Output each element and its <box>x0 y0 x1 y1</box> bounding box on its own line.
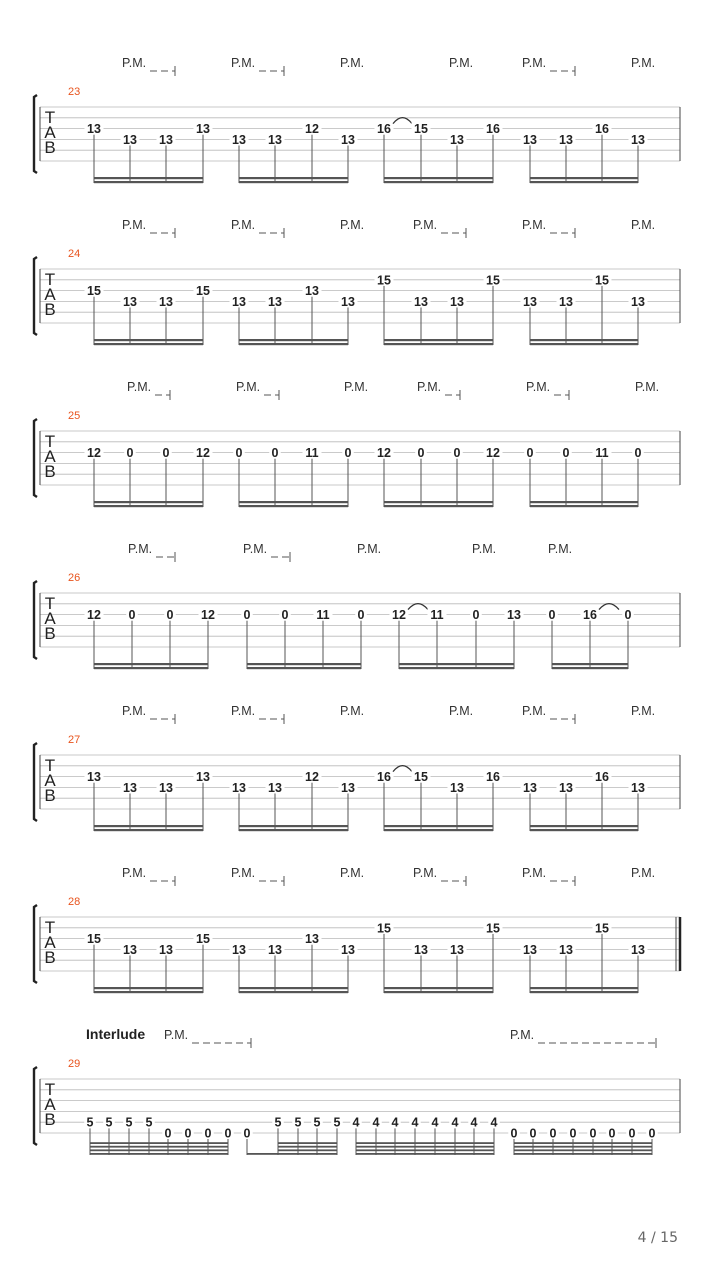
fret-number: 13 <box>196 122 210 137</box>
measure-number: 24 <box>68 248 81 260</box>
fret-number: 13 <box>232 294 246 309</box>
palm-mute-label: P.M. <box>417 380 442 394</box>
tab-clef-letter: A <box>44 933 56 952</box>
fret-number: 12 <box>486 446 500 461</box>
beam <box>356 1153 494 1155</box>
palm-mute-label: P.M. <box>413 218 438 232</box>
fret-number: 13 <box>507 608 521 623</box>
palm-mute-label: P.M. <box>631 56 656 70</box>
beam <box>356 1142 494 1144</box>
tab-clef-letter: A <box>44 1095 56 1114</box>
fret-number: 0 <box>548 608 556 623</box>
fret-number: 13 <box>631 780 645 795</box>
fret-number: 0 <box>357 608 365 623</box>
fret-number: 4 <box>391 1115 399 1130</box>
beam <box>94 829 203 831</box>
beam <box>384 829 493 831</box>
palm-mute-label: P.M. <box>522 56 547 70</box>
fret-number: 13 <box>159 132 173 147</box>
fret-number: 4 <box>451 1115 459 1130</box>
beam <box>94 343 203 345</box>
beam <box>94 991 203 993</box>
beam <box>356 1146 494 1148</box>
fret-number: 5 <box>274 1115 282 1130</box>
beam <box>530 177 638 179</box>
fret-number: 13 <box>268 294 282 309</box>
fret-number: 13 <box>631 132 645 147</box>
beam <box>384 987 493 989</box>
palm-mute-label: P.M. <box>631 218 656 232</box>
beam <box>94 505 203 507</box>
system-bracket <box>34 95 37 173</box>
slur-arc <box>393 766 412 772</box>
fret-number: 12 <box>305 122 319 137</box>
beam <box>514 1142 652 1144</box>
tab-clef-letter: T <box>44 594 56 613</box>
tab-clef-letter: B <box>44 624 56 643</box>
beam <box>247 667 361 669</box>
fret-number: 5 <box>313 1115 321 1130</box>
page-number: 4 / 15 <box>637 1230 678 1246</box>
fret-number: 13 <box>123 132 137 147</box>
beam <box>530 825 638 827</box>
fret-number: 0 <box>628 1126 636 1141</box>
fret-number: 4 <box>411 1115 419 1130</box>
fret-number: 13 <box>523 132 537 147</box>
palm-mute-label: P.M. <box>413 866 438 880</box>
beam <box>552 663 628 665</box>
palm-mute-label: P.M. <box>122 704 147 718</box>
fret-number: 0 <box>224 1126 232 1141</box>
fret-number: 0 <box>562 446 570 461</box>
beam <box>384 177 493 179</box>
beam <box>530 181 638 183</box>
fret-number: 13 <box>159 942 173 957</box>
fret-number: 0 <box>243 608 251 623</box>
beam <box>552 667 628 669</box>
palm-mute-label: P.M. <box>357 542 382 556</box>
tab-clef-letter: A <box>44 771 56 790</box>
palm-mute-label: P.M. <box>635 380 660 394</box>
beam <box>239 177 348 179</box>
fret-number: 15 <box>595 921 609 936</box>
beam <box>278 1142 337 1144</box>
fret-number: 15 <box>414 122 428 137</box>
fret-number: 0 <box>529 1126 537 1141</box>
tab-clef-letter: B <box>44 300 56 319</box>
tab-system-25 <box>34 380 680 507</box>
measure-number: 28 <box>68 896 81 908</box>
palm-mute-label: P.M. <box>340 218 365 232</box>
fret-number: 13 <box>450 132 464 147</box>
fret-number: 13 <box>268 942 282 957</box>
beam <box>94 177 203 179</box>
fret-number: 5 <box>145 1115 153 1130</box>
fret-number: 0 <box>549 1126 557 1141</box>
fret-number: 13 <box>559 780 573 795</box>
beam <box>530 987 638 989</box>
tab-system-29 <box>34 1026 680 1155</box>
fret-number: 0 <box>634 446 642 461</box>
beam <box>399 667 514 669</box>
fret-number: 13 <box>232 780 246 795</box>
tab-clef-letter: A <box>44 123 56 142</box>
fret-number: 0 <box>164 1126 172 1141</box>
fret-number: 13 <box>196 770 210 785</box>
beam <box>514 1149 652 1151</box>
slur-arc <box>393 118 412 124</box>
fret-number: 0 <box>184 1126 192 1141</box>
fret-number: 16 <box>377 122 391 137</box>
fret-number: 12 <box>87 446 101 461</box>
fret-number: 13 <box>123 294 137 309</box>
beam <box>94 339 203 341</box>
beam <box>239 987 348 989</box>
measure-number: 29 <box>68 1058 81 1070</box>
beam <box>94 181 203 183</box>
fret-number: 15 <box>377 273 391 288</box>
fret-number: 13 <box>87 770 101 785</box>
slur-arc <box>408 604 428 610</box>
tab-clef-letter: B <box>44 462 56 481</box>
palm-mute-label: P.M. <box>236 380 261 394</box>
fret-number: 12 <box>87 608 101 623</box>
fret-number: 4 <box>470 1115 478 1130</box>
fret-number: 11 <box>595 446 609 461</box>
fret-number: 12 <box>305 770 319 785</box>
beam <box>384 505 493 507</box>
beam <box>278 1149 337 1151</box>
fret-number: 0 <box>344 446 352 461</box>
palm-mute-label: P.M. <box>548 542 573 556</box>
fret-number: 13 <box>414 942 428 957</box>
fret-number: 11 <box>316 608 330 623</box>
fret-number: 5 <box>294 1115 302 1130</box>
fret-number: 12 <box>392 608 406 623</box>
fret-number: 4 <box>490 1115 498 1130</box>
fret-number: 11 <box>430 608 444 623</box>
slur-arc <box>599 604 619 610</box>
tab-clef-letter: T <box>44 108 56 127</box>
fret-number: 4 <box>431 1115 439 1130</box>
tab-system-26 <box>34 542 680 669</box>
tab-clef-letter: B <box>44 1110 56 1129</box>
palm-mute-label: P.M. <box>510 1028 535 1042</box>
beam <box>530 339 638 341</box>
fret-number: 13 <box>159 294 173 309</box>
fret-number: 13 <box>631 942 645 957</box>
fret-number: 13 <box>631 294 645 309</box>
beam <box>239 181 348 183</box>
fret-number: 0 <box>204 1126 212 1141</box>
fret-number: 15 <box>87 284 101 299</box>
fret-number: 13 <box>523 942 537 957</box>
fret-number: 15 <box>87 932 101 947</box>
beam <box>530 343 638 345</box>
beam <box>278 1146 337 1148</box>
fret-number: 13 <box>450 942 464 957</box>
fret-number: 16 <box>595 770 609 785</box>
beam <box>94 987 203 989</box>
fret-number: 12 <box>196 446 210 461</box>
fret-number: 13 <box>232 132 246 147</box>
palm-mute-label: P.M. <box>472 542 497 556</box>
beam <box>384 181 493 183</box>
measure-number: 27 <box>68 734 81 746</box>
fret-number: 13 <box>87 122 101 137</box>
palm-mute-label: P.M. <box>631 866 656 880</box>
fret-number: 0 <box>453 446 461 461</box>
beam <box>90 1146 228 1148</box>
fret-number: 0 <box>166 608 174 623</box>
palm-mute-label: P.M. <box>122 218 147 232</box>
fret-number: 13 <box>341 294 355 309</box>
fret-number: 15 <box>414 770 428 785</box>
tab-system-28 <box>34 866 680 993</box>
fret-number: 13 <box>450 780 464 795</box>
fret-number: 0 <box>162 446 170 461</box>
palm-mute-label: P.M. <box>526 380 551 394</box>
fret-number: 13 <box>123 942 137 957</box>
fret-number: 0 <box>569 1126 577 1141</box>
beam <box>530 991 638 993</box>
tab-clef-letter: B <box>44 948 56 967</box>
palm-mute-label: P.M. <box>449 56 474 70</box>
system-bracket <box>34 905 37 983</box>
beam <box>239 339 348 341</box>
palm-mute-label: P.M. <box>122 56 147 70</box>
palm-mute-label: P.M. <box>340 866 365 880</box>
fret-number: 5 <box>86 1115 94 1130</box>
beam <box>90 1149 228 1151</box>
palm-mute-label: P.M. <box>344 380 369 394</box>
tab-system-24 <box>34 218 680 345</box>
fret-number: 13 <box>123 780 137 795</box>
fret-number: 13 <box>268 132 282 147</box>
fret-number: 15 <box>196 932 210 947</box>
fret-number: 5 <box>105 1115 113 1130</box>
palm-mute-label: P.M. <box>231 56 256 70</box>
beam <box>514 1153 652 1155</box>
fret-number: 13 <box>523 294 537 309</box>
fret-number: 0 <box>472 608 480 623</box>
beam <box>384 339 493 341</box>
beam <box>384 501 493 503</box>
fret-number: 13 <box>305 284 319 299</box>
palm-mute-label: P.M. <box>231 704 256 718</box>
beam <box>90 1142 228 1144</box>
fret-number: 16 <box>486 770 500 785</box>
fret-number: 13 <box>414 294 428 309</box>
fret-number: 13 <box>159 780 173 795</box>
beam <box>94 825 203 827</box>
fret-number: 13 <box>523 780 537 795</box>
fret-number: 0 <box>417 446 425 461</box>
fret-number: 15 <box>486 273 500 288</box>
tab-system-23 <box>34 56 680 183</box>
tab-clef-letter: T <box>44 918 56 937</box>
system-bracket <box>34 743 37 821</box>
measure-number: 26 <box>68 572 81 584</box>
system-bracket <box>34 1067 37 1145</box>
palm-mute-label: P.M. <box>522 866 547 880</box>
fret-number: 13 <box>559 132 573 147</box>
palm-mute-label: P.M. <box>340 56 365 70</box>
beam <box>94 667 208 669</box>
palm-mute-label: P.M. <box>122 866 147 880</box>
beam <box>239 825 348 827</box>
beam <box>530 501 638 503</box>
beam <box>239 505 348 507</box>
palm-mute-label: P.M. <box>231 218 256 232</box>
fret-number: 15 <box>196 284 210 299</box>
beam <box>356 1149 494 1151</box>
fret-number: 0 <box>126 446 134 461</box>
fret-number: 4 <box>372 1115 380 1130</box>
fret-number: 11 <box>305 446 319 461</box>
fret-number: 0 <box>281 608 289 623</box>
tab-clef-letter: A <box>44 285 56 304</box>
beam <box>90 1153 228 1155</box>
beam <box>399 663 514 665</box>
fret-number: 13 <box>341 132 355 147</box>
fret-number: 13 <box>450 294 464 309</box>
fret-number: 0 <box>526 446 534 461</box>
palm-mute-label: P.M. <box>631 704 656 718</box>
palm-mute-label: P.M. <box>522 704 547 718</box>
tab-clef-letter: A <box>44 609 56 628</box>
fret-number: 16 <box>583 608 597 623</box>
measure-number: 23 <box>68 86 81 98</box>
fret-number: 0 <box>271 446 279 461</box>
beam <box>239 343 348 345</box>
fret-number: 15 <box>486 921 500 936</box>
fret-number: 16 <box>595 122 609 137</box>
beam <box>239 501 348 503</box>
fret-number: 4 <box>352 1115 360 1130</box>
palm-mute-label: P.M. <box>164 1028 189 1042</box>
system-bracket <box>34 581 37 659</box>
fret-number: 0 <box>128 608 136 623</box>
fret-number: 13 <box>559 294 573 309</box>
system-bracket <box>34 257 37 335</box>
tab-clef-letter: T <box>44 270 56 289</box>
beam <box>384 825 493 827</box>
beam <box>247 1153 337 1155</box>
palm-mute-label: P.M. <box>449 704 474 718</box>
fret-number: 13 <box>268 780 282 795</box>
fret-number: 15 <box>595 273 609 288</box>
palm-mute-label: P.M. <box>522 218 547 232</box>
palm-mute-label: P.M. <box>128 542 153 556</box>
beam <box>514 1146 652 1148</box>
palm-mute-label: P.M. <box>340 704 365 718</box>
fret-number: 16 <box>377 770 391 785</box>
fret-number: 0 <box>243 1126 251 1141</box>
beam <box>94 501 203 503</box>
fret-number: 0 <box>624 608 632 623</box>
fret-number: 13 <box>305 932 319 947</box>
fret-number: 12 <box>201 608 215 623</box>
tab-clef-letter: A <box>44 447 56 466</box>
fret-number: 13 <box>232 942 246 957</box>
fret-number: 13 <box>341 942 355 957</box>
tab-clef-letter: T <box>44 432 56 451</box>
fret-number: 0 <box>648 1126 656 1141</box>
measure-number: 25 <box>68 410 81 422</box>
fret-number: 5 <box>125 1115 133 1130</box>
fret-number: 13 <box>559 942 573 957</box>
beam <box>530 505 638 507</box>
tab-clef-letter: T <box>44 756 56 775</box>
fret-number: 13 <box>341 780 355 795</box>
system-bracket <box>34 419 37 497</box>
tab-clef-letter: B <box>44 786 56 805</box>
fret-number: 16 <box>486 122 500 137</box>
fret-number: 0 <box>510 1126 518 1141</box>
beam <box>94 663 208 665</box>
tab-clef-letter: T <box>44 1080 56 1099</box>
beam <box>384 343 493 345</box>
fret-number: 15 <box>377 921 391 936</box>
fret-number: 0 <box>589 1126 597 1141</box>
beam <box>384 991 493 993</box>
fret-number: 12 <box>377 446 391 461</box>
beam <box>239 829 348 831</box>
tab-system-27 <box>34 704 680 831</box>
beam <box>530 829 638 831</box>
beam <box>239 991 348 993</box>
tab-clef-letter: B <box>44 138 56 157</box>
fret-number: 5 <box>333 1115 341 1130</box>
section-label: Interlude <box>86 1026 146 1042</box>
beam <box>247 663 361 665</box>
palm-mute-label: P.M. <box>127 380 152 394</box>
fret-number: 0 <box>608 1126 616 1141</box>
fret-number: 0 <box>235 446 243 461</box>
palm-mute-label: P.M. <box>231 866 256 880</box>
palm-mute-label: P.M. <box>243 542 268 556</box>
